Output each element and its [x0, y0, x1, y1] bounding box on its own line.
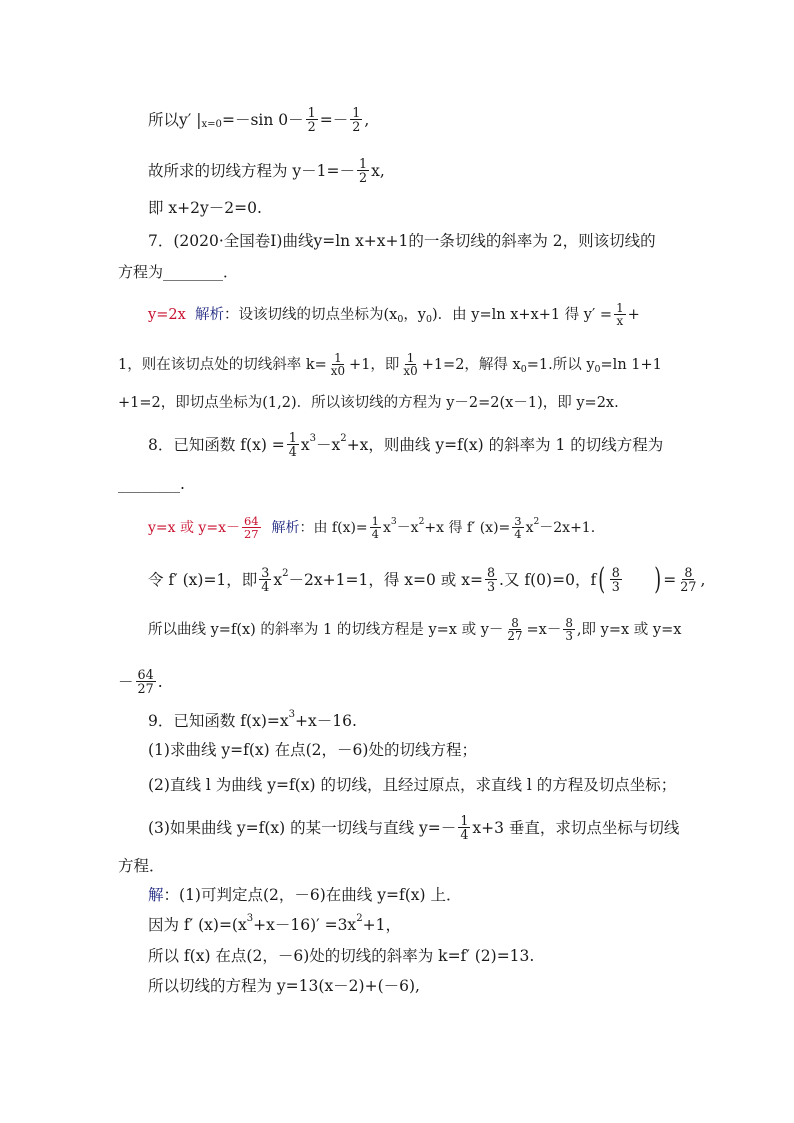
line-content	[148, 106, 369, 134]
line-content	[148, 157, 385, 185]
line-content	[148, 198, 262, 218]
text-run: =ln 1+1	[600, 356, 662, 373]
superscript: 3	[288, 709, 295, 720]
text-run: ，y	[403, 306, 427, 323]
fraction-denominator: 27	[243, 527, 259, 542]
fraction-stack	[610, 566, 622, 594]
fraction-stack	[287, 431, 299, 459]
label-text: 解析	[262, 519, 300, 536]
superscript: 2	[418, 516, 425, 527]
superscript: 2	[356, 913, 363, 924]
text-run: ：(1)可判定点(2，－6)在曲线 y=f(x) 上．	[163, 886, 462, 904]
line-content	[148, 946, 534, 966]
fraction	[503, 617, 526, 643]
text-run: +x－16)′ =3x	[253, 916, 357, 934]
text-run: +1，	[362, 916, 401, 934]
fraction-numerator: 8	[511, 616, 519, 630]
text-run: ________.	[118, 475, 185, 493]
text-run: x	[382, 519, 391, 536]
superscript: 2	[282, 567, 289, 579]
fraction-denominator: 2	[352, 119, 361, 135]
fraction	[676, 566, 700, 594]
fraction-stack	[512, 515, 523, 540]
fraction-denominator: 2	[307, 119, 316, 135]
superscript: 3	[246, 913, 254, 924]
subscript: 0	[594, 363, 601, 375]
fraction-stack	[401, 352, 419, 378]
right-paren: )	[654, 562, 661, 596]
fraction-numerator: 8	[684, 564, 693, 580]
text-run: －2x+1.	[539, 519, 596, 536]
fraction	[510, 515, 525, 540]
fraction-stack	[329, 352, 347, 378]
fraction-stack	[370, 515, 381, 540]
text-run: ：由 f(x)=	[299, 519, 368, 536]
text-run: 所以 f(x) 在点(2，－6)处的切线的斜率为 k=f′ (2)=13.	[148, 947, 535, 965]
fraction	[348, 106, 364, 134]
fraction-numerator: 64	[137, 667, 154, 682]
text-run: +	[627, 306, 640, 323]
text-run: 方程为________．	[118, 263, 239, 281]
fraction-denominator: 4	[261, 579, 270, 595]
fraction-numerator: 1	[307, 105, 316, 120]
fraction-stack	[242, 515, 261, 540]
fraction-numerator: 1	[616, 301, 624, 315]
subscript: 0	[397, 313, 404, 325]
fraction-numerator: 3	[514, 514, 522, 528]
fraction-stack	[614, 302, 626, 328]
label-text: 解析	[185, 306, 224, 323]
text-run: 所以曲线 y=f(x) 的斜率为 1 的切线方程是 y=x 或 y－	[148, 621, 504, 638]
fraction	[240, 515, 263, 540]
fraction-numerator: 8	[611, 564, 620, 580]
subscript: 0	[520, 363, 527, 375]
text-run: x	[300, 435, 310, 454]
fraction	[304, 106, 320, 134]
text-run: 8．已知函数 f(x) =	[148, 435, 285, 454]
fraction-denominator: 4	[371, 527, 379, 542]
superscript: 2	[340, 432, 347, 444]
fraction-numerator: 1	[371, 514, 379, 528]
fraction-stack	[458, 814, 470, 842]
subscript: x=0	[201, 118, 222, 130]
fraction	[327, 352, 349, 378]
text-run: +x－16.	[295, 712, 357, 730]
text-run: (3)如果曲线 y=f(x) 的某一切线与直线 y=－	[148, 818, 457, 837]
text-run: +1=2，解得 x	[421, 356, 521, 373]
line-content	[148, 740, 477, 760]
line-content	[118, 393, 619, 413]
fraction	[134, 668, 158, 696]
line-content	[148, 515, 595, 540]
fraction	[355, 157, 371, 185]
fraction	[368, 515, 383, 540]
line-content	[118, 668, 163, 696]
fraction-denominator: x0	[330, 364, 346, 379]
answer-text: y=x 或 y=x－	[148, 519, 240, 536]
line-content	[148, 562, 706, 596]
line-content	[148, 302, 640, 328]
line-content	[148, 814, 679, 842]
line-content	[148, 976, 420, 996]
text-run: x	[525, 519, 534, 536]
text-run: 方程．	[118, 857, 165, 875]
fraction-numerator: 1	[406, 351, 415, 365]
text-run: x	[273, 570, 283, 589]
fraction-denominator: 27	[137, 681, 154, 697]
fraction	[612, 302, 628, 328]
fraction-denominator: x0	[403, 364, 418, 379]
text-run: +x，则曲线 y=f(x) 的斜率为 1 的切线方程为	[346, 435, 664, 454]
fraction	[257, 566, 273, 594]
fraction-numerator: 64	[243, 514, 259, 528]
text-run: ：设该切线的切点坐标为(x	[223, 306, 398, 323]
fraction-numerator: 1	[288, 430, 297, 445]
fraction-denominator: 4	[514, 527, 522, 542]
text-run: 故所求的切线方程为 y－1=－	[148, 161, 356, 180]
superscript: 3	[390, 516, 397, 527]
line-content	[118, 856, 165, 876]
fraction	[483, 566, 499, 594]
fraction	[285, 431, 301, 459]
text-run: (2)直线 l 为曲线 y=f(x) 的切线，且经过原点，求直线 l 的方程及切点坐标；	[148, 776, 677, 794]
label-text: 解	[148, 886, 164, 904]
fraction-numerator: 8	[565, 616, 573, 630]
fraction-denominator: 27	[507, 629, 523, 644]
fraction-stack	[259, 566, 271, 594]
line-content	[148, 431, 663, 459]
fraction-stack	[357, 157, 369, 185]
fraction-stack	[306, 106, 318, 134]
text-run: 所以切线的方程为 y=13(x－2)+(－6),	[148, 977, 420, 995]
fraction-stack	[678, 566, 698, 594]
text-run: 令 f′ (x)=1，即	[148, 570, 258, 589]
text-run: ,即 y=x 或 y=x	[576, 621, 682, 638]
text-run: =－sin 0－	[221, 110, 304, 129]
line-content	[148, 231, 656, 251]
text-run: =x－	[526, 621, 562, 638]
fraction-numerator: 1	[352, 105, 361, 120]
fraction-numerator: 8	[486, 564, 496, 580]
left-paren: (	[598, 562, 606, 596]
answer-text: y=2x	[148, 306, 186, 323]
text-run: x+3 垂直，求切点坐标与切线	[472, 818, 680, 837]
fraction-stack	[505, 617, 524, 643]
text-run: (1)求曲线 y=f(x) 在点(2，－6)处的切线方程；	[148, 741, 477, 759]
text-run: x,	[371, 161, 385, 180]
text-run: －x	[396, 519, 419, 536]
text-run: 所以y′ |	[148, 110, 202, 129]
line-content	[118, 474, 185, 494]
fraction	[561, 617, 577, 643]
text-run: ,	[700, 570, 706, 589]
fraction-stack	[350, 106, 362, 134]
text-run: +1，即	[349, 356, 400, 373]
fraction-denominator: 27	[680, 579, 697, 595]
line-content	[148, 617, 681, 643]
line-content	[148, 775, 676, 795]
text-run: 9．已知函数 f(x)=x	[148, 712, 289, 730]
text-run: .又 f(0)=0，f	[499, 570, 597, 589]
fraction-denominator: 3	[565, 629, 573, 644]
superscript: 2	[533, 516, 540, 527]
text-run: －	[118, 672, 134, 691]
fraction-denominator: 3	[486, 579, 496, 595]
text-run: )．由 y=ln x+x+1 得 y′ =	[432, 306, 613, 323]
fraction-denominator: 3	[611, 579, 620, 595]
line-content	[148, 711, 357, 731]
fraction-numerator: 1	[334, 351, 342, 365]
fraction-denominator: 2	[359, 170, 368, 186]
fraction	[399, 352, 421, 378]
fraction-denominator: x	[616, 314, 624, 329]
line-content	[118, 352, 662, 378]
fraction	[456, 814, 472, 842]
text-run: 1，则在该切点处的切线斜率 k=	[118, 356, 327, 373]
fraction-denominator: 4	[460, 827, 469, 843]
fraction-numerator: 1	[359, 156, 368, 171]
text-run: －2x+1=1，得 x=0 或 x=	[288, 570, 483, 589]
line-content	[118, 262, 238, 282]
text-run: 因为 f′ (x)=(x	[148, 916, 247, 934]
text-run: +1=2，即切点坐标为(1,2)．所以该切线的方程为 y－2=2(x－1)，即 y=2x.	[118, 395, 619, 411]
text-run: =1.所以 y	[526, 356, 595, 373]
text-run: 即 x+2y－2=0.	[148, 199, 262, 217]
line-content	[148, 885, 461, 905]
fraction-stack	[136, 668, 156, 696]
text-run: +x 得 f′ (x)=	[424, 519, 511, 536]
fraction-denominator: 4	[288, 444, 297, 460]
superscript: 3	[309, 432, 317, 444]
fraction-stack	[563, 617, 575, 643]
fraction-stack	[485, 566, 497, 594]
paren-fraction	[596, 562, 663, 596]
text-run: =	[663, 570, 677, 589]
text-run: 7．(2020·全国卷Ⅰ)曲线y=ln x+x+1的一条切线的斜率为 2，则该切线的	[148, 232, 656, 250]
line-content	[148, 915, 401, 935]
text-run: =－	[319, 110, 349, 129]
text-run: ,	[364, 110, 370, 129]
subscript: 0	[426, 313, 433, 325]
text-run: －x	[316, 435, 341, 454]
fraction-numerator: 3	[261, 564, 270, 580]
text-run: .	[157, 672, 163, 691]
fraction-numerator: 1	[460, 813, 469, 828]
